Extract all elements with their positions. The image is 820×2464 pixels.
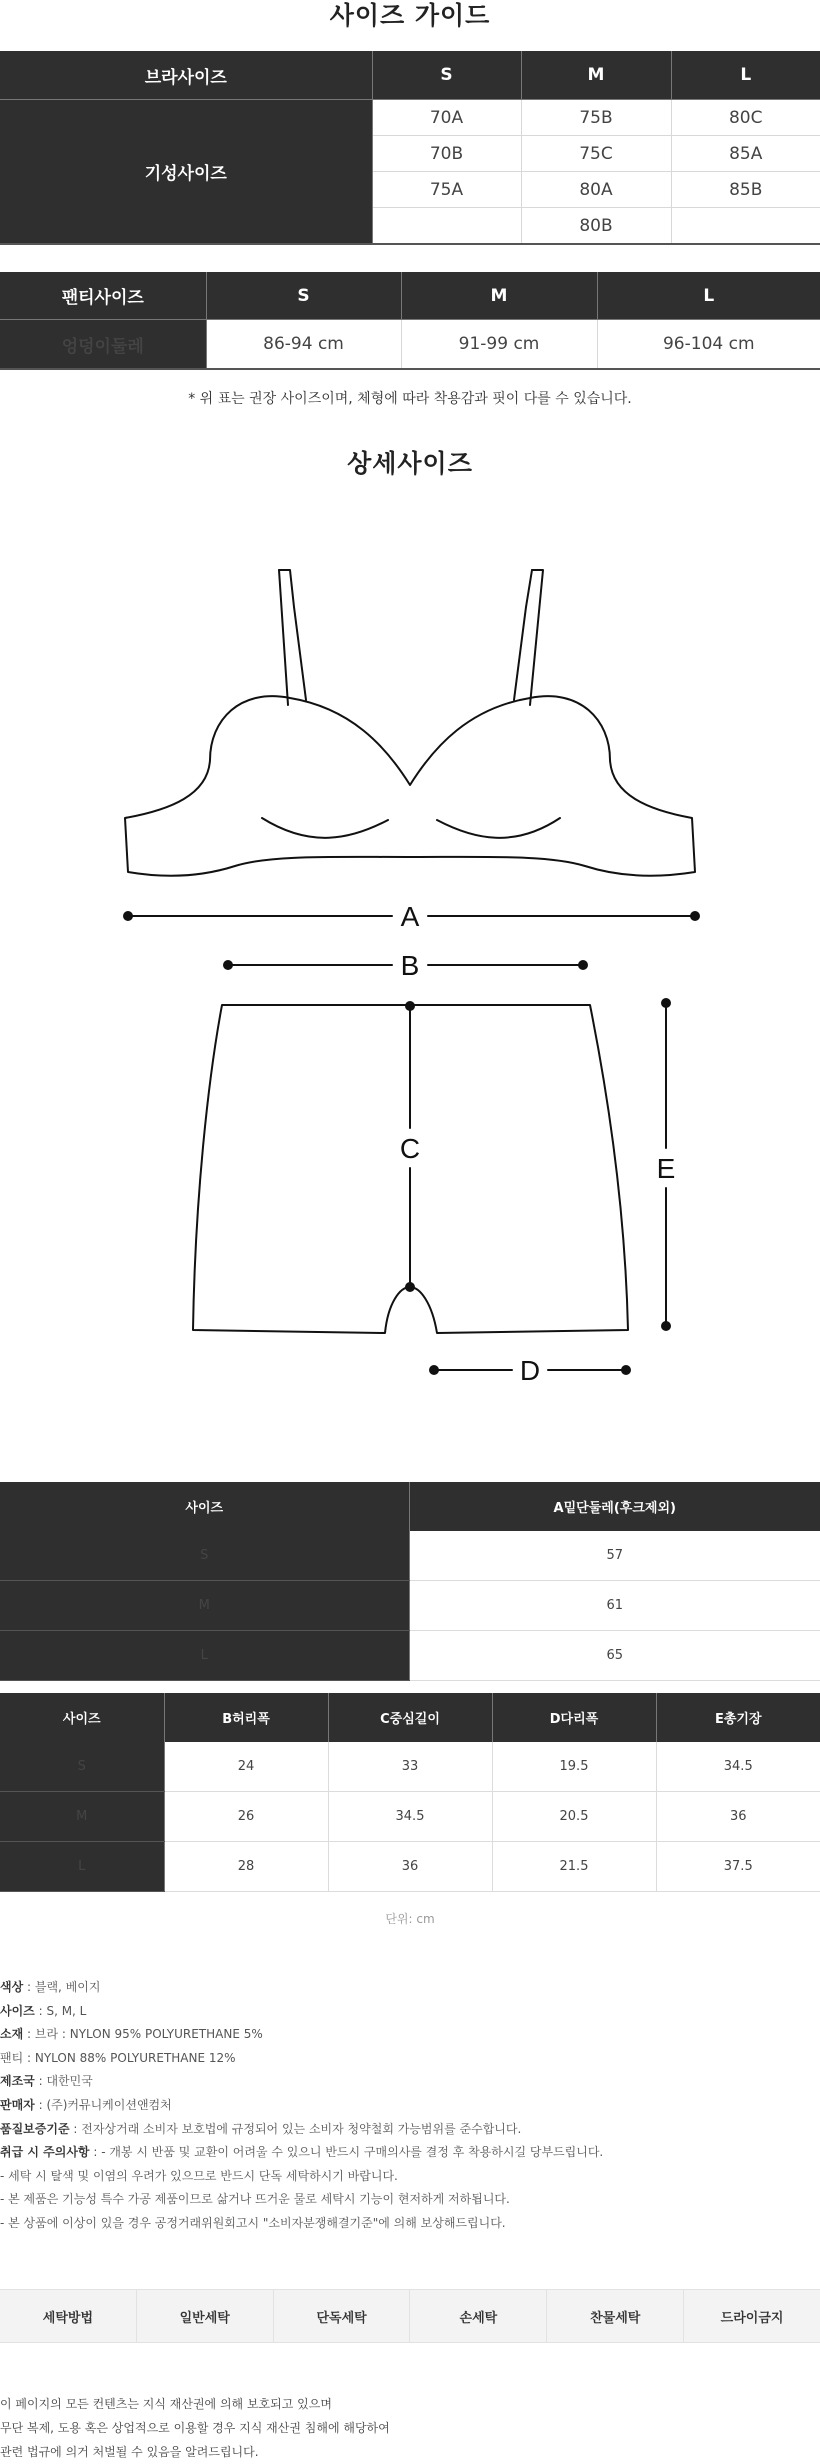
col-l: L	[671, 51, 820, 100]
info-line: 판매자 : (주)커뮤니케이션앤컴처	[0, 2097, 172, 2112]
table-cell: 19.5	[492, 1742, 656, 1792]
size-cell: 75B	[521, 100, 671, 136]
copyright-notice	[0, 2392, 390, 2464]
row-size: L	[0, 1631, 409, 1681]
info-line: - 세탁 시 탈색 및 이염의 우려가 있으므로 반드시 단독 세탁하시기 바랍니다.	[0, 2168, 398, 2183]
bra-illustration	[125, 570, 695, 876]
label-a: A	[400, 901, 420, 932]
row-size: M	[0, 1581, 409, 1631]
size-cell: 70B	[372, 136, 521, 172]
size-cell: 80C	[671, 100, 820, 136]
size-guide-title: 사이즈 가이드	[329, 1, 491, 30]
row-size: S	[0, 1531, 409, 1581]
size-cell: 70A	[372, 100, 521, 136]
measurement-diagram	[0, 540, 820, 1400]
col-s: S	[206, 272, 401, 320]
row-size: L	[0, 1842, 164, 1892]
wash-separate: 단독세탁	[274, 2290, 411, 2342]
table-cell: 61	[409, 1581, 820, 1631]
table-cell: 20.5	[492, 1792, 656, 1842]
label-b: B	[400, 950, 420, 981]
wash-hand: 손세탁	[410, 2290, 547, 2342]
copyright-line: 이 페이지의 모든 컨텐츠는 지식 재산권에 의해 보호되고 있으며	[0, 2397, 332, 2411]
size-guide-table	[0, 51, 820, 245]
table-cell: 34.5	[328, 1792, 492, 1842]
table-cell: 24	[164, 1742, 328, 1792]
no-dry-clean: 드라이금지	[720, 2310, 784, 2326]
label-d: D	[519, 1355, 541, 1386]
size-cell: 85B	[671, 172, 820, 208]
col-l: L	[597, 272, 820, 320]
info-line: 취급 시 주의사항 : - 개봉 시 반품 및 교환이 어려울 수 있으니 반드시 구매의사를 결정 후 착용하시길 당부드립니다.	[0, 2145, 604, 2160]
table-cell: 21.5	[492, 1842, 656, 1892]
table-cell: 28	[164, 1842, 328, 1892]
table-header: A밑단둘레(후크제외)	[409, 1482, 820, 1531]
table-cell: 36	[656, 1792, 820, 1842]
table-header: C중심길이	[328, 1693, 492, 1742]
panty-size-table	[0, 272, 820, 370]
table-cell: 34.5	[656, 1742, 820, 1792]
table-header: 사이즈	[0, 1482, 409, 1531]
table-cell: 57	[409, 1531, 820, 1581]
product-info	[0, 1976, 820, 2236]
info-line: - 본 상품에 이상이 있을 경우 공정거래위원회고시 "소비자분쟁해결기준"에 의해 보상해드립니다.	[0, 2215, 506, 2230]
table-header: D다리폭	[492, 1693, 656, 1742]
table-cell: 65	[409, 1631, 820, 1681]
col-m: M	[521, 51, 671, 100]
col-s: S	[372, 51, 521, 100]
table-cell: 26	[164, 1792, 328, 1842]
ready-size-header: 기성사이즈	[0, 100, 372, 245]
label-c: C	[399, 1133, 421, 1164]
label-e: E	[656, 1153, 676, 1184]
size-cell: 80B	[521, 208, 671, 245]
table-cell: 37.5	[656, 1842, 820, 1892]
panty-size-header: 팬티사이즈	[0, 272, 206, 320]
wash-normal: 일반세탁	[137, 2290, 274, 2342]
table-cell: 33	[328, 1742, 492, 1792]
hip-header: 엉덩이둘레	[0, 320, 206, 370]
size-cell	[372, 208, 521, 245]
size-cell	[671, 208, 820, 245]
unit-label: 단위: cm	[385, 1912, 435, 1926]
table-header: 사이즈	[0, 1693, 164, 1742]
detail-title: 상세사이즈	[347, 449, 473, 478]
panty-detail-table	[0, 1693, 820, 1892]
info-line: 팬티 : NYLON 88% POLYURETHANE 12%	[0, 2050, 236, 2065]
wash-cold: 찬물세탁	[547, 2290, 684, 2342]
bra-size-header: 브라사이즈	[0, 51, 372, 100]
size-cell: 75C	[521, 136, 671, 172]
info-line: - 본 제품은 기능성 특수 가공 제품이므로 삶거나 뜨거운 물로 세탁시 기능이 현저하게 저하됩니다.	[0, 2192, 510, 2207]
info-line: 소재 : 브라 : NYLON 95% POLYURETHANE 5%	[0, 2027, 263, 2042]
size-cell: 85A	[671, 136, 820, 172]
underband-table	[0, 1482, 820, 1681]
copyright-line: 관련 법규에 의거 처벌될 수 있음을 알려드립니다.	[0, 2445, 259, 2459]
wash-method-label: 세탁방법	[0, 2290, 137, 2342]
table-header: E총기장	[656, 1693, 820, 1742]
hip-value: 91-99 cm	[401, 320, 597, 370]
info-line: 품질보증기준 : 전자상거래 소비자 보호법에 규정되어 있는 소비자 청약철회 가능범위를 준수합니다.	[0, 2121, 522, 2136]
info-line: 제조국 : 대한민국	[0, 2074, 93, 2089]
info-line: 사이즈 : S, M, L	[0, 2003, 87, 2018]
hip-value: 86-94 cm	[206, 320, 401, 370]
table-header: B허리폭	[164, 1693, 328, 1742]
size-cell: 75A	[372, 172, 521, 208]
copyright-line: 무단 복제, 도용 혹은 상업적으로 이용할 경우 지식 재산권 침해에 해당하여	[0, 2421, 390, 2435]
table-cell: 36	[328, 1842, 492, 1892]
size-cell: 80A	[521, 172, 671, 208]
col-m: M	[401, 272, 597, 320]
info-line: 색상 : 블랙, 베이지	[0, 1980, 101, 1994]
hip-value: 96-104 cm	[597, 320, 820, 370]
size-note: * 위 표는 권장 사이즈이며, 체형에 따라 착용감과 핏이 다를 수 있습니다.	[188, 391, 632, 407]
wash-method-bar	[0, 2289, 820, 2343]
row-size: M	[0, 1792, 164, 1842]
row-size: S	[0, 1742, 164, 1792]
